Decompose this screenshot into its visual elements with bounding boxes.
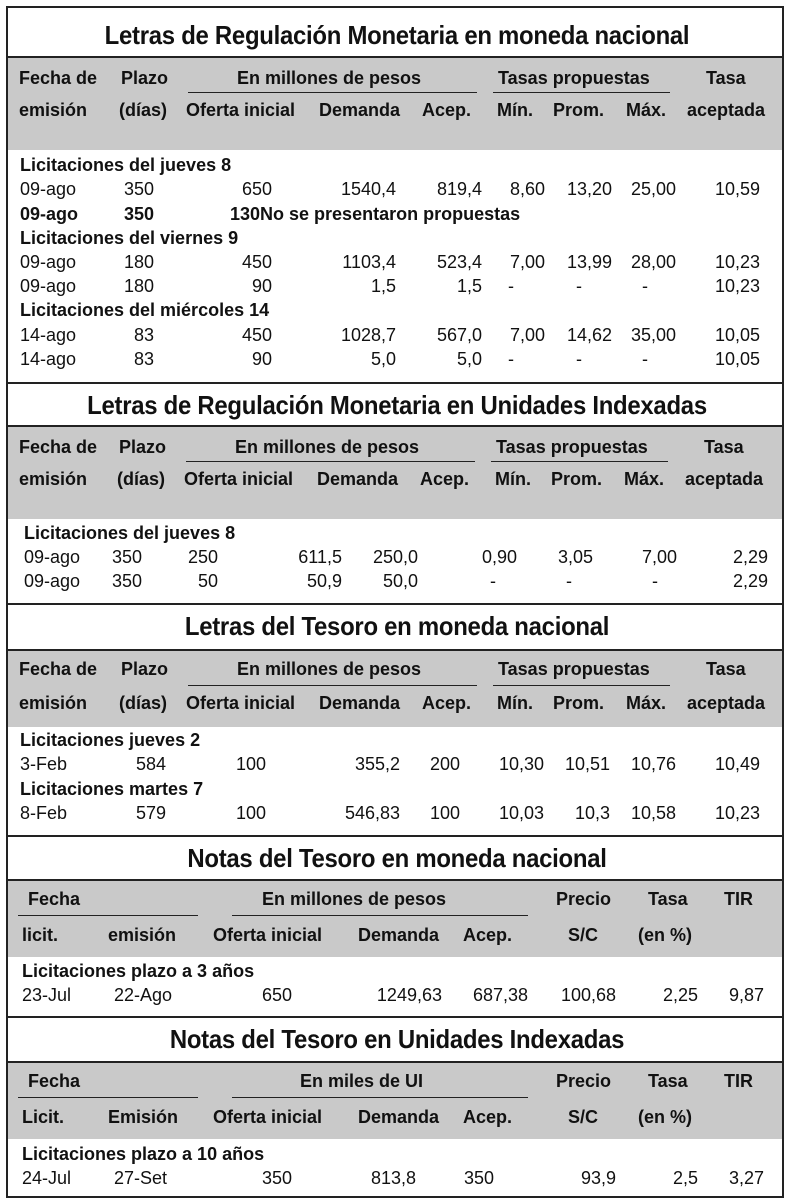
- header-tasas: Tasas propuestas: [496, 437, 648, 457]
- cell-note: 130No se presentaron propuestas: [230, 204, 521, 224]
- cell-min: 7,00: [509, 252, 545, 272]
- cell-max: -: [642, 276, 648, 296]
- cell-acep: 200: [429, 754, 460, 774]
- cell-tasa: 10,23: [714, 276, 760, 296]
- header-underline: [232, 915, 528, 916]
- header-oferta: Oferta inicial: [186, 100, 296, 120]
- section-3-header: [8, 651, 782, 727]
- section-1-header: [8, 58, 782, 150]
- header-underline: [18, 915, 198, 916]
- cell-min: -: [508, 349, 514, 369]
- header-emision: emisión: [19, 100, 88, 120]
- cell-prom: 3,05: [558, 547, 594, 567]
- header-emision: emisión: [108, 925, 177, 945]
- cell-max: 7,00: [642, 547, 678, 567]
- cell-max: 10,58: [630, 803, 676, 823]
- cell-demanda: 546,83: [344, 803, 400, 823]
- section-4-title: Notas del Tesoro en moneda nacional: [187, 843, 607, 873]
- header-min: Mín.: [497, 100, 533, 120]
- cell-acep: 523,4: [436, 252, 482, 272]
- cell-acep: 5,0: [456, 349, 482, 369]
- group-label: Licitaciones del miércoles 14: [20, 300, 270, 320]
- header-millones: En millones de pesos: [237, 659, 422, 679]
- cell-plazo: 350: [123, 179, 154, 199]
- header-fecha: Fecha: [28, 1071, 81, 1091]
- cell-max: 35,00: [630, 325, 676, 345]
- cell-fecha: 09-ago: [20, 252, 77, 272]
- cell-acep: 100: [429, 803, 460, 823]
- header-oferta: Oferta inicial: [184, 469, 294, 489]
- cell-licit: 23-Jul: [22, 985, 72, 1005]
- header-oferta: Oferta inicial: [213, 925, 323, 945]
- cell-prom: 14,62: [566, 325, 612, 345]
- header-tasa-pct: (en %): [638, 925, 692, 945]
- header-dias: (días): [119, 100, 168, 120]
- cell-acep: 687,38: [472, 985, 528, 1005]
- cell-emision: 22-Ago: [114, 985, 173, 1005]
- cell-max: -: [642, 349, 648, 369]
- cell-prom: 13,20: [566, 179, 612, 199]
- cell-min: -: [508, 276, 514, 296]
- header-emision: emisión: [19, 693, 88, 713]
- cell-prom: -: [576, 349, 582, 369]
- cell-fecha: 09-ago: [20, 276, 77, 296]
- divider: [8, 1016, 782, 1018]
- cell-plazo: 83: [133, 349, 154, 369]
- header-min: Mín.: [497, 693, 533, 713]
- cell-oferta: 90: [251, 276, 272, 296]
- cell-fecha: 09-ago: [20, 204, 79, 224]
- section-2-title: Letras de Regulación Monetaria en Unidades Indexadas: [87, 390, 707, 420]
- cell-acep: 250,0: [372, 547, 418, 567]
- header-underline: [186, 461, 475, 462]
- section-2-header: [8, 427, 782, 519]
- header-licit: Licit.: [22, 1107, 65, 1127]
- cell-prom: 10,51: [564, 754, 610, 774]
- tables-frame: [6, 6, 784, 1198]
- header-millones: En millones de pesos: [237, 68, 422, 88]
- cell-demanda: 1028,7: [340, 325, 396, 345]
- cell-tasa: 2,29: [732, 571, 768, 591]
- cell-demanda: 5,0: [370, 349, 396, 369]
- cell-demanda: 1540,4: [340, 179, 396, 199]
- cell-demanda: 355,2: [354, 754, 400, 774]
- header-underline: [493, 685, 670, 686]
- header-tasa-pct: (en %): [638, 1107, 692, 1127]
- section-3-title: Letras del Tesoro en moneda nacional: [184, 611, 610, 641]
- cell-max: -: [652, 571, 658, 591]
- cell-acep: 819,4: [436, 179, 482, 199]
- cell-acep: 50,0: [382, 571, 418, 591]
- cell-tasa: 2,29: [732, 547, 768, 567]
- cell-tasa: 10,05: [714, 325, 760, 345]
- header-aceptada: aceptada: [685, 469, 764, 489]
- cell-prom: 10,3: [574, 803, 610, 823]
- cell-oferta: 90: [251, 349, 272, 369]
- group-label: Licitaciones plazo a 3 años: [22, 961, 255, 981]
- cell-fecha: 14-ago: [20, 325, 77, 345]
- header-underline: [491, 461, 668, 462]
- header-tir: TIR: [724, 1071, 753, 1091]
- header-tasas: Tasas propuestas: [498, 659, 650, 679]
- cell-licit: 24-Jul: [22, 1168, 72, 1188]
- cell-tasa: 10,05: [714, 349, 760, 369]
- group-label: Licitaciones martes 7: [20, 779, 204, 799]
- group-label: Licitaciones plazo a 10 años: [22, 1144, 265, 1164]
- cell-plazo: 180: [123, 276, 154, 296]
- header-acep: Acep.: [420, 469, 470, 489]
- cell-min: -: [490, 571, 496, 591]
- header-tasas: Tasas propuestas: [498, 68, 650, 88]
- cell-tasa: 2,5: [672, 1168, 698, 1188]
- cell-fecha: 8-Feb: [20, 803, 68, 823]
- header-demanda: Demanda: [319, 693, 401, 713]
- header-plazo: Plazo: [121, 659, 169, 679]
- header-demanda: Demanda: [358, 1107, 440, 1127]
- cell-min: 10,30: [498, 754, 544, 774]
- cell-min: 8,60: [509, 179, 545, 199]
- cell-min: 0,90: [482, 547, 518, 567]
- header-dias: (días): [117, 469, 166, 489]
- header-plazo: Plazo: [119, 437, 167, 457]
- cell-acep: 567,0: [436, 325, 482, 345]
- cell-fecha: 3-Feb: [20, 754, 68, 774]
- header-underline: [493, 92, 670, 93]
- cell-precio: 93,9: [580, 1168, 616, 1188]
- divider: [8, 382, 782, 384]
- header-miles: En miles de UI: [300, 1071, 424, 1091]
- cell-plazo: 83: [133, 325, 154, 345]
- header-fecha: Fecha de: [19, 659, 98, 679]
- header-max: Máx.: [624, 469, 665, 489]
- group-label: Licitaciones del viernes 9: [20, 228, 239, 248]
- cell-plazo: 350: [112, 571, 143, 591]
- header-oferta: Oferta inicial: [213, 1107, 323, 1127]
- header-aceptada: aceptada: [687, 100, 766, 120]
- header-fecha: Fecha de: [19, 68, 98, 88]
- header-max: Máx.: [626, 100, 667, 120]
- section-1-title: Letras de Regulación Monetaria en moneda nacional: [104, 20, 690, 50]
- header-underline: [188, 685, 477, 686]
- cell-max: 10,76: [630, 754, 676, 774]
- header-acep: Acep.: [463, 925, 513, 945]
- cell-fecha: 09-ago: [20, 179, 77, 199]
- header-max: Máx.: [626, 693, 667, 713]
- header-precio: Precio: [556, 1071, 612, 1091]
- header-millones: En millones de pesos: [235, 437, 420, 457]
- cell-plazo: 584: [136, 754, 167, 774]
- cell-fecha: 09-ago: [24, 571, 81, 591]
- header-tir: TIR: [724, 889, 753, 909]
- cell-demanda: 813,8: [370, 1168, 416, 1188]
- header-emision: Emisión: [108, 1107, 179, 1127]
- cell-plazo: 350: [123, 204, 154, 224]
- cell-plazo: 180: [123, 252, 154, 272]
- group-label: Licitaciones jueves 2: [20, 730, 201, 750]
- cell-oferta: 50: [198, 571, 219, 591]
- header-millones: En millones de pesos: [262, 889, 447, 909]
- header-demanda: Demanda: [358, 925, 440, 945]
- group-label: Licitaciones del jueves 8: [24, 523, 236, 543]
- header-licit: licit.: [22, 925, 59, 945]
- section-5-header: [8, 1063, 782, 1139]
- cell-fecha: 14-ago: [20, 349, 77, 369]
- cell-fecha: 09-ago: [24, 547, 81, 567]
- cell-acep: 1,5: [456, 276, 482, 296]
- cell-oferta: 250: [188, 547, 219, 567]
- cell-plazo: 350: [112, 547, 143, 567]
- cell-demanda: 1249,63: [376, 985, 442, 1005]
- divider: [8, 603, 782, 605]
- cell-oferta: 650: [262, 985, 293, 1005]
- header-plazo: Plazo: [121, 68, 169, 88]
- header-acep: Acep.: [422, 693, 472, 713]
- header-underline: [18, 1097, 198, 1098]
- cell-acep: 350: [463, 1168, 494, 1188]
- cell-tasa: 2,25: [662, 985, 698, 1005]
- cell-tir: 9,87: [728, 985, 764, 1005]
- header-sc: S/C: [568, 1107, 599, 1127]
- cell-oferta: 450: [241, 325, 272, 345]
- header-fecha: Fecha de: [19, 437, 98, 457]
- header-fecha: Fecha: [28, 889, 81, 909]
- header-acep: Acep.: [422, 100, 472, 120]
- cell-oferta: 100: [236, 754, 267, 774]
- cell-tasa: 10,49: [714, 754, 760, 774]
- cell-emision: 27-Set: [114, 1168, 168, 1188]
- cell-plazo: 579: [136, 803, 167, 823]
- header-tasa: Tasa: [704, 437, 744, 457]
- cell-max: 28,00: [630, 252, 676, 272]
- cell-demanda: 50,9: [306, 571, 342, 591]
- header-oferta: Oferta inicial: [186, 693, 296, 713]
- header-demanda: Demanda: [319, 100, 401, 120]
- header-underline: [188, 92, 477, 93]
- section-5-title: Notas del Tesoro en Unidades Indexadas: [169, 1024, 625, 1054]
- cell-prom: -: [576, 276, 582, 296]
- cell-tasa: 10,23: [714, 803, 760, 823]
- header-tasa: Tasa: [706, 68, 746, 88]
- cell-max: 25,00: [630, 179, 676, 199]
- header-demanda: Demanda: [317, 469, 399, 489]
- cell-prom: 13,99: [566, 252, 612, 272]
- header-tasa: Tasa: [706, 659, 746, 679]
- header-dias: (días): [119, 693, 168, 713]
- header-tasa: Tasa: [648, 1071, 688, 1091]
- header-prom: Prom.: [553, 100, 605, 120]
- header-sc: S/C: [568, 925, 599, 945]
- cell-demanda: 611,5: [298, 547, 342, 567]
- header-prom: Prom.: [553, 693, 605, 713]
- cell-min: 10,03: [498, 803, 544, 823]
- cell-oferta: 450: [241, 252, 272, 272]
- cell-prom: -: [566, 571, 572, 591]
- header-min: Mín.: [495, 469, 531, 489]
- cell-oferta: 100: [236, 803, 267, 823]
- cell-demanda: 1,5: [370, 276, 396, 296]
- cell-tir: 3,27: [728, 1168, 764, 1188]
- header-acep: Acep.: [463, 1107, 513, 1127]
- cell-oferta: 350: [262, 1168, 293, 1188]
- header-precio: Precio: [556, 889, 612, 909]
- cell-tasa: 10,23: [714, 252, 760, 272]
- header-emision: emisión: [19, 469, 88, 489]
- header-aceptada: aceptada: [687, 693, 766, 713]
- cell-precio: 100,68: [560, 985, 616, 1005]
- cell-tasa: 10,59: [714, 179, 760, 199]
- group-label: Licitaciones del jueves 8: [20, 155, 232, 175]
- divider: [8, 835, 782, 837]
- cell-min: 7,00: [509, 325, 545, 345]
- section-4-header: [8, 881, 782, 957]
- header-underline: [232, 1097, 528, 1098]
- header-prom: Prom.: [551, 469, 603, 489]
- cell-demanda: 1103,4: [342, 252, 396, 272]
- header-tasa: Tasa: [648, 889, 688, 909]
- cell-oferta: 650: [241, 179, 272, 199]
